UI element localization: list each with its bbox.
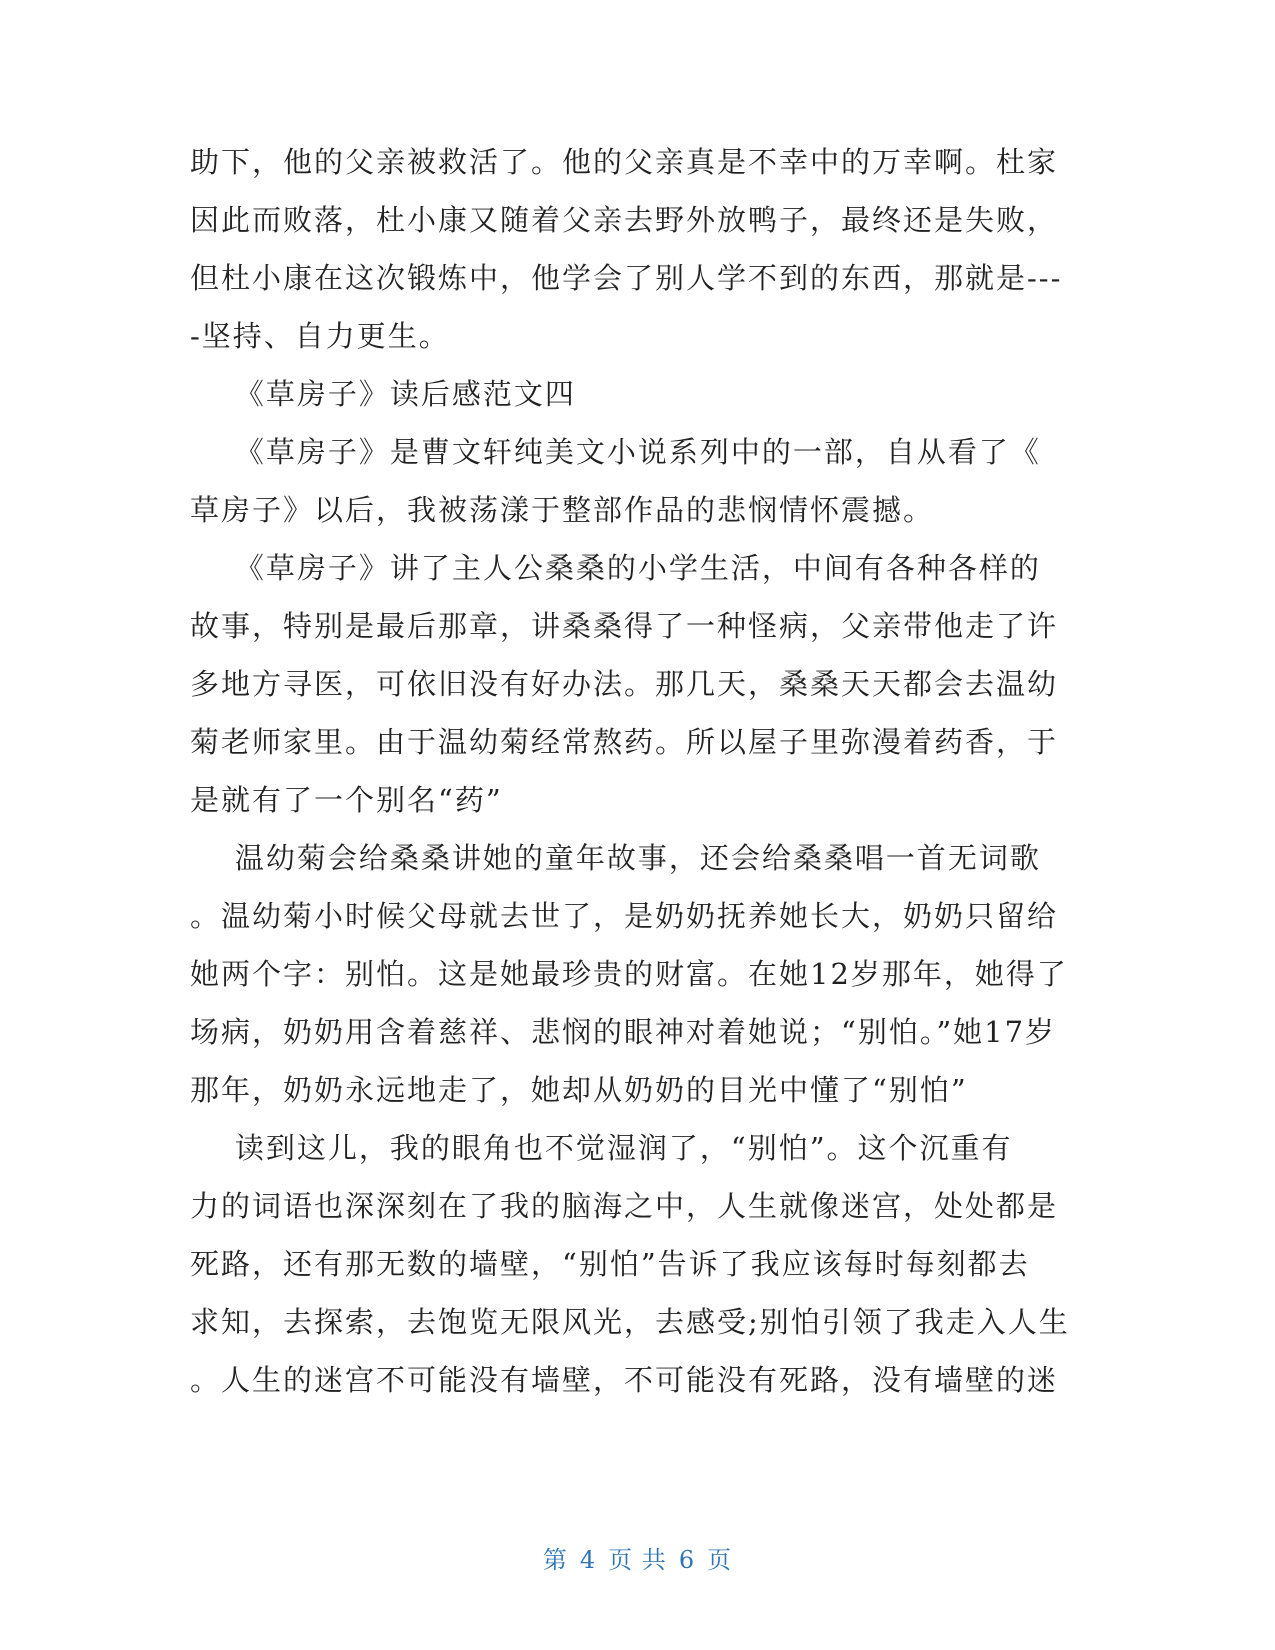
text-line: 读到这儿，我的眼角也不觉湿润了，“别怕”。这个沉重有 (190, 1131, 1013, 1165)
current-page-number: 4 (579, 1546, 597, 1574)
footer-middle: 页 共 (608, 1546, 667, 1574)
text-line: 。温幼菊小时候父母就去世了，是奶奶抚养她长大，奶奶只留给 (190, 899, 1059, 933)
text-line: 故事，特别是最后那章，讲桑桑得了一种怪病，父亲带他走了许 (190, 609, 1059, 643)
page-footer (0, 1540, 1275, 1575)
text-line: 《草房子》讲了主人公桑桑的小学生活，中间有各种各样的 (190, 551, 1041, 585)
text-line: 草房子》以后，我被荡漾于整部作品的悲悯情怀震撼。 (190, 493, 935, 527)
text-line: 温幼菊会给桑桑讲她的童年故事，还会给桑桑唱一首无词歌 (190, 841, 1041, 875)
text-line: 死路，还有那无数的墙壁，“别怕”告诉了我应该每时每刻都去 (190, 1247, 1030, 1281)
text-line: 力的词语也深深刻在了我的脑海之中，人生就像迷宫，处处都是 (190, 1189, 1059, 1223)
text-line: 。人生的迷宫不可能没有墙壁，不可能没有死路，没有墙壁的迷 (190, 1363, 1059, 1397)
footer-suffix: 页 (707, 1546, 733, 1574)
total-page-number: 6 (678, 1546, 696, 1574)
section-heading: 《草房子》读后感范文四 (190, 377, 576, 411)
text-line: 助下，他的父亲被救活了。他的父亲真是不幸中的万幸啊。杜家 (190, 145, 1059, 179)
footer-prefix: 第 (542, 1546, 568, 1574)
text-line: 多地方寻医，可依旧没有好办法。那几天，桑桑天天都会去温幼 (190, 667, 1059, 701)
text-line: -坚持、自力更生。 (190, 319, 450, 353)
text-line: 她两个字：别怕。这是她最珍贵的财富。在她12岁那年，她得了 (190, 957, 1068, 991)
text-line: 那年，奶奶永远地走了，她却从奶奶的目光中懂了“别怕” (190, 1073, 968, 1107)
text-line: 是就有了一个别名“药” (190, 783, 503, 817)
text-line: 菊老师家里。由于温幼菊经常熬药。所以屋子里弥漫着药香，于 (190, 725, 1059, 759)
text-line: 场病，奶奶用含着慈祥、悲悯的眼神对着她说；“别怕。”她17岁 (190, 1015, 1057, 1049)
text-line: 《草房子》是曹文轩纯美文小说系列中的一部，自从看了《 (190, 435, 1041, 469)
text-line: 但杜小康在这次锻炼中，他学会了别人学不到的东西，那就是--- (190, 261, 1063, 295)
text-line: 求知，去探索，去饱览无限风光，去感受;别怕引领了我走入人生 (190, 1305, 1070, 1339)
text-line: 因此而败落，杜小康又随着父亲去野外放鸭子，最终还是失败， (190, 203, 1059, 237)
